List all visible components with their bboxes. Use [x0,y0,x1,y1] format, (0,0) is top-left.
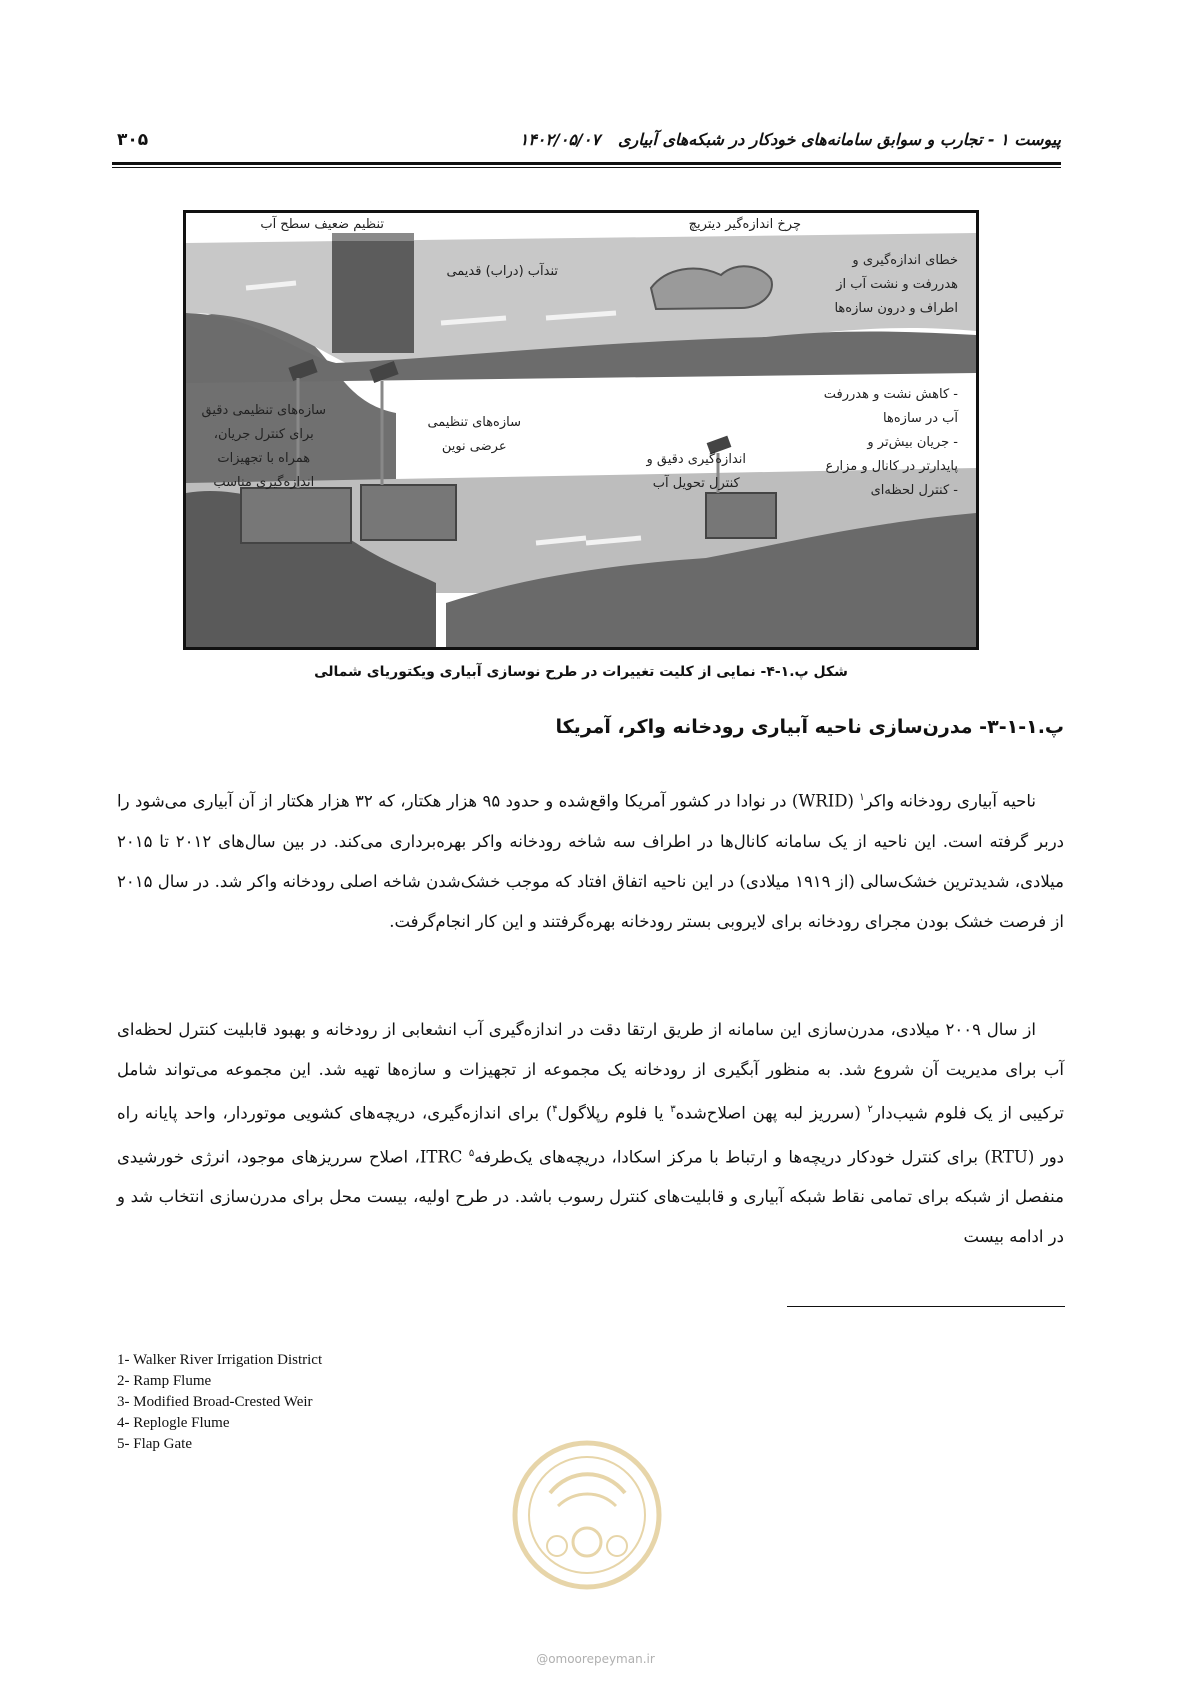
label-benefits-line: - جریان بیش‌تر و [867,435,958,450]
omoorepeyman-seal-icon [510,1438,664,1592]
label-precise-structures-line: برای کنترل جریان، [213,427,314,442]
regulator-gate-2 [361,485,456,540]
label-weak-level: تنظیم ضعیف سطح آب [260,217,384,232]
label-benefits-line: آب در سازه‌ها [883,411,958,426]
label-precise-structures-line: اندازه‌گیری مناسب [213,475,315,490]
footnote-item: 2- Ramp Flume [117,1373,212,1389]
paragraph-2-text-b: (سرریز لبه پهن اصلاح‌شده [675,1103,868,1123]
regulator-gate-1 [241,488,351,543]
label-precise-measure-line: کنترل تحویل آب [652,476,740,491]
label-errors-line: اطراف و درون سازه‌ها [834,301,958,316]
footnote-item: 4- Replogle Flume [117,1415,230,1431]
header-rule-thin [112,167,1061,168]
label-benefits-line: پایدارتر در کانال و مزارع [825,459,958,474]
footnote-ref-2: ۲ [867,1104,873,1115]
footnote-item: 3- Modified Broad-Crested Weir [117,1394,313,1410]
old-gate-wall [332,235,414,353]
paragraph-1-text-b: (WRID) در نوادا در کشور آمریکا واقع‌شده و حدود ۹۵ هزار هکتار، که ۳۲ هزار هکتار از آن آبیاری می‌شود را دربر گرفته است. این ناحیه از یک سامانه کانال‌ها در اطراف سه شاخه رودخانه واکر بهره‌برداری می‌کند. در بین سال‌های ۲۰۱۲ تا ۲۰۱۵ میلادی، شدیدترین خشک‌سالی (از ۱۹۱۹ میلادی) در این ناحیه اتفاق افتاد که موجب خشک‌شدن شاخه اصلی رودخانه واکر شد. در سال ۲۰۱۵ از فرصت خشک بودن مجرای رودخانه برای لایروبی بستر رودخانه بهره‌گرفتند و این کار انجام‌گرفت. [117,791,1065,931]
paragraph-1-text-a: ناحیه آبیاری رودخانه واکر [864,791,1036,811]
label-benefits-line: - کاهش نشت و هدررفت [823,387,958,402]
page-number: ۳۰۵ [117,130,149,150]
header-rule [112,162,1061,165]
label-errors-line: هدررفت و نشت آب از [836,277,958,292]
label-errors-line: خطای اندازه‌گیری و [852,253,958,268]
label-benefits [824,383,958,503]
footnote-list [117,1350,322,1455]
section-heading: پ.۱-۱-۳- مدرن‌سازی ناحیه آبیاری رودخانه واکر، آمریکا [555,716,1064,738]
footnote-item: 1- Walker River Irrigation District [117,1352,323,1368]
header-title: پیوست ۱ - تجارب و سوابق سامانه‌های خودکار در شبکه‌های آبیاری [618,130,1061,149]
label-benefits-line: - کنترل لحظه‌ای [870,483,958,498]
paragraph-2-text-a: از سال ۲۰۰۹ میلادی، مدرن‌سازی این سامانه از طریق ارتقا دقت در اندازه‌گیری آب انشعابی از رودخانه و بهبود قابلیت کنترل لحظه‌ای آب برای مدیریت آن شروع شد. به منظور آبگیری از رودخانه یک مجموعه از تجهیزات و سازه‌ها تهیه شد. این مجموعه می‌تواند شامل ترکیبی از یک فلوم شیب‌دار [117,1020,1065,1123]
label-old-gate: تندآب (دراب) قدیمی [446,264,558,279]
paragraph-2-text-d: ) برای اندازه‌گیری، دریچه‌های کشویی موتوردار، واحد پایانه راه دور (RTU) برای کنترل خودکار دریچه‌ها و ارتباط با مرکز اسکادا، دریچه‌های یک‌طرفه [117,1103,1065,1166]
label-precise-measure-line: اندازه‌گیری دقیق و [646,452,746,467]
paragraph-1 [117,778,1064,942]
label-dethridge-wheel: چرخ اندازه‌گیر دیتریچ [688,217,801,232]
footnote-ref-4: ۴ [552,1104,558,1115]
paragraph-2-text-c: یا فلوم رپلاگول [557,1103,671,1123]
label-precise-structures [202,399,326,495]
header-date: ۱۴۰۲/۰۵/۰۷ [519,130,601,149]
footnote-ref-3: ۳ [670,1104,676,1115]
footnote-item: 5- Flap Gate [117,1436,192,1452]
label-errors [834,249,958,321]
paragraph-2-text-e: ITRC، اصلاح سرریزهای موجود، انرژی خورشیدی منفصل از شبکه برای تمامی نقاط شبکه آبیاری و قابلیت‌های کنترل رسوب باشد. در طرح اولیه، بیست محل برای مدرن‌سازی انتخاب شد و در ادامه بیست [117,1147,1064,1246]
paragraph-2 [117,1010,1064,1257]
running-header-title [520,130,1061,149]
footnote-rule [787,1306,1065,1307]
figure-irrigation-modernization [183,210,979,650]
figure-caption: شکل پ.۱-۴- نمایی از کلیت تغییرات در طرح نوسازی آبیاری ویکتوریای شمالی [314,664,848,680]
label-modern-cross [427,411,521,459]
regulator-gate-3 [706,493,776,538]
label-precise-structures-line: سازه‌های تنظیمی دقیق [201,403,326,418]
watermark-url: @omoorepeyman.ir [536,1652,655,1666]
footnote-ref-5: ۵ [468,1147,475,1159]
dethridge-wheel [651,266,772,309]
label-precise-structures-line: همراه با تجهیزات [217,451,311,466]
footnote-ref-1: ۱ [859,792,865,803]
label-precise-measure [646,448,746,496]
label-modern-cross-line: عرضی نوین [441,439,507,454]
label-modern-cross-line: سازه‌های تنظیمی [427,415,521,430]
